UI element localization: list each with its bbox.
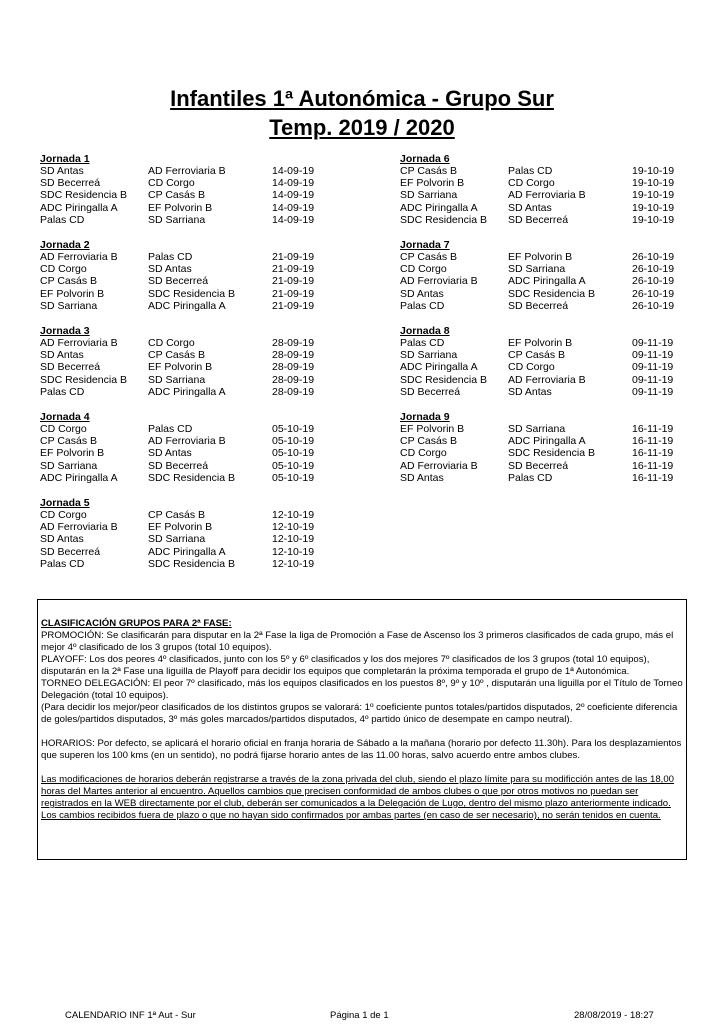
match-row [400,177,720,189]
match-row [40,374,360,386]
match-date: 14-09-19 [272,177,315,190]
jornada-block [400,325,720,411]
match-row [40,558,360,570]
home-team: SD Becerreá [40,361,101,374]
match-row [40,361,360,373]
home-team: SDC Residencia B [400,213,487,226]
jornada-heading: Jornada 3 [40,325,90,337]
home-team: Palas CD [400,337,445,349]
match-date: 12-10-19 [272,533,315,546]
page-title: Infantiles 1ª Autonómica - Grupo Sur [170,86,554,111]
home-team: SD Becerreá [400,385,461,398]
away-team: CD Corgo [148,337,195,349]
match-date: 26-10-19 [632,263,675,276]
match-date: 21-09-19 [272,287,315,300]
home-team: CP Casás B [400,165,457,177]
home-team: ADC Piringalla A [40,201,118,214]
away-team: CP Casás B [148,189,205,202]
match-row [40,472,360,484]
home-team: Palas CD [400,299,445,312]
match-date: 14-09-19 [272,213,315,226]
away-team: SD Antas [148,263,192,276]
info-heading: CLASIFICACIÓN GRUPOS PARA 2ª FASE: [41,618,232,629]
season-subtitle: Temp. 2019 / 2020 [269,115,455,140]
match-date: 05-10-19 [272,471,315,484]
match-date: 28-09-19 [272,361,315,374]
match-row [40,423,360,435]
jornada-heading: Jornada 9 [400,411,450,423]
away-team: SD Becerreá [148,275,209,288]
away-team: AD Ferroviaria B [148,435,226,448]
jornada-block [40,153,360,239]
away-team: ADC Piringalla A [148,299,226,312]
away-team: Palas CD [148,251,193,263]
match-row [400,214,720,226]
match-row [400,275,720,287]
away-team: Palas CD [508,471,553,484]
spacer [41,762,683,774]
home-team: ADC Piringalla A [400,201,478,214]
match-date: 12-10-19 [272,557,315,570]
match-date: 28-09-19 [272,337,315,349]
away-team: SD Antas [148,447,192,460]
away-team: SD Sarriana [508,263,566,276]
away-team: SDC Residencia B [508,447,595,460]
match-row [40,386,360,398]
info-criterios: (Para decidir los mejor/peor clasificados de los distintos grupos se valorará: 1º coeficiente puntos totales/partidos disputados, 2º coeficiente diferencia de goles/partidos disputados, 3º más goles marcados/partidos disputados, 4º partido único de desempate en campo neutral). [41,702,678,725]
away-team: EF Polvorin B [508,251,573,263]
away-team: ADC Piringalla A [148,385,226,398]
match-date: 19-10-19 [632,213,675,226]
jornada-heading: Jornada 7 [400,239,450,251]
match-row [400,165,720,177]
match-row [400,263,720,275]
jornada-block [400,153,720,239]
away-team: SDC Residencia B [148,557,235,570]
home-team: SD Becerreá [40,177,101,190]
match-date: 19-10-19 [632,201,675,214]
jornada-heading: Jornada 2 [40,239,90,251]
home-team: AD Ferroviaria B [40,521,118,534]
away-team: CD Corgo [508,177,555,190]
home-team: CP Casás B [40,275,97,288]
match-row [40,202,360,214]
match-row [40,177,360,189]
footer-document-name: CALENDARIO INF 1ª Aut - Sur [65,1010,196,1021]
home-team: CP Casás B [400,435,457,448]
home-team: EF Polvorin B [400,177,465,190]
match-date: 12-10-19 [272,545,315,558]
home-team: SD Antas [40,165,84,177]
home-team: AD Ferroviaria B [400,275,478,288]
match-row [400,472,720,484]
match-date: 21-09-19 [272,263,315,276]
away-team: EF Polvorin B [148,201,213,214]
match-row [40,435,360,447]
fixtures-left-column [40,153,360,583]
home-team: EF Polvorin B [40,447,105,460]
match-row [400,361,720,373]
fixtures-right-column [400,153,720,497]
home-team: AD Ferroviaria B [40,251,118,263]
away-team: SDC Residencia B [148,471,235,484]
home-team: AD Ferroviaria B [400,459,478,472]
match-row [400,288,720,300]
away-team: Palas CD [148,423,193,435]
away-team: ADC Piringalla A [148,545,226,558]
away-team: SD Sarriana [148,533,206,546]
home-team: Palas CD [40,213,85,226]
jornada-block [400,239,720,325]
match-row [400,337,720,349]
home-team: SD Sarriana [400,349,458,362]
away-team: AD Ferroviaria B [508,189,586,202]
jornada-block [40,411,360,497]
away-team: EF Polvorin B [148,521,213,534]
home-team: EF Polvorin B [400,423,465,435]
match-row [40,509,360,521]
match-date: 28-09-19 [272,385,315,398]
match-row [40,521,360,533]
match-date: 09-11-19 [632,337,674,349]
match-row [400,460,720,472]
match-row [400,386,720,398]
home-team: SD Sarriana [400,189,458,202]
home-team: CD Corgo [40,263,87,276]
away-team: SD Antas [508,385,552,398]
match-row [400,189,720,201]
home-team: SDC Residencia B [40,373,127,386]
match-row [40,546,360,558]
match-date: 21-09-19 [272,299,315,312]
away-team: ADC Piringalla A [508,275,586,288]
away-team: SD Becerreá [148,459,209,472]
match-date: 16-11-19 [632,459,674,472]
match-row [400,423,720,435]
match-row [40,263,360,275]
away-team: SD Becerreá [508,459,569,472]
info-horarios: HORARIOS: Por defecto, se aplicará el horario oficial en franja horaria de Sábado a la mañana (horario por defecto 11.30h). Para los desplazamientos que superen los 100 kms (en un sentido), no podrá fijarse horario antes de las 11.00 horas, salvo acuerdo entre ambos clubes. [41,738,682,761]
match-row [40,533,360,545]
spacer [41,726,683,738]
away-team: SD Sarriana [148,373,206,386]
match-row [40,214,360,226]
match-date: 21-09-19 [272,251,315,263]
away-team: AD Ferroviaria B [508,373,586,386]
jornada-block [40,239,360,325]
match-row [40,337,360,349]
match-date: 28-09-19 [272,373,315,386]
footer-page-number: Página 1 de 1 [330,1010,389,1021]
match-date: 09-11-19 [632,349,674,362]
away-team: SDC Residencia B [508,287,595,300]
home-team: EF Polvorin B [40,287,105,300]
match-date: 05-10-19 [272,447,315,460]
jornada-block [40,325,360,411]
home-team: CP Casás B [400,251,457,263]
jornada-heading: Jornada 8 [400,325,450,337]
match-row [40,165,360,177]
away-team: SD Antas [508,201,552,214]
home-team: CD Corgo [400,447,447,460]
home-team: Palas CD [40,557,85,570]
match-date: 26-10-19 [632,287,675,300]
away-team: CP Casás B [508,349,565,362]
info-playoff: PLAYOFF: Los dos peores 4º clasificados, junto con los 5º y 6º clasificados y los dos mejores 7º clasificados de los 3 grupos (total 10 equipos), disputarán en la 2ª Fase una liguilla de Playoff para decidir los equipos que completarán la próxima temporada el grupo de 1ª Autonómica. [41,654,650,677]
match-row [400,374,720,386]
match-date: 05-10-19 [272,435,315,448]
match-date: 16-11-19 [632,471,674,484]
match-date: 26-10-19 [632,275,675,288]
classification-info-box [37,599,687,860]
match-row [40,447,360,459]
home-team: SD Becerreá [40,545,101,558]
match-date: 16-11-19 [632,447,674,460]
match-date: 21-09-19 [272,275,315,288]
home-team: ADC Piringalla A [400,361,478,374]
home-team: SD Antas [40,349,84,362]
match-row [40,349,360,361]
home-team: CD Corgo [40,509,87,521]
match-date: 09-11-19 [632,361,674,374]
match-date: 12-10-19 [272,521,315,534]
footer-timestamp: 28/08/2019 - 18:27 [574,1010,654,1021]
home-team: CD Corgo [400,263,447,276]
match-row [400,300,720,312]
home-team: SD Sarriana [40,459,98,472]
match-row [40,251,360,263]
match-date: 14-09-19 [272,165,315,177]
away-team: CP Casás B [148,349,205,362]
match-row [40,300,360,312]
home-team: SD Antas [40,533,84,546]
jornada-heading: Jornada 5 [40,497,90,509]
match-date: 05-10-19 [272,459,315,472]
match-date: 09-11-19 [632,385,674,398]
away-team: EF Polvorin B [508,337,573,349]
jornada-block [400,411,720,497]
jornada-heading: Jornada 1 [40,153,90,165]
home-team: SDC Residencia B [400,373,487,386]
match-date: 16-11-19 [632,423,674,435]
match-row [40,460,360,472]
away-team: AD Ferroviaria B [148,165,226,177]
match-date: 26-10-19 [632,299,675,312]
match-date: 26-10-19 [632,251,675,263]
away-team: CD Corgo [508,361,555,374]
info-promocion: PROMOCIÓN: Se clasificarán para disputar en la 2ª Fase la liga de Promoción a Fase de Ascenso los 3 primeros clasificados de cada grupo, más el mejor 4º clasificado de los 3 grupos (total 10 equipos). [41,630,674,653]
home-team: ADC Piringalla A [40,471,118,484]
match-row [400,447,720,459]
match-row [400,202,720,214]
info-modificaciones: Las modificaciones de horarios deberán registrarse a través de la zona privada del club, siendo el plazo límite para su modificción antes de las 18,00 horas del Martes anterior al encuentro. Aquellos cambios que precisen conformidad de ambos clubes o que por otros motivos no puedan ser registrados en la WEB directamente por el club, deberán ser comunicados a la Delegación de Lugo, dentro del mismo plazo anteriormente indicado. Los cambios recibidos fuera de plazo o que no hayan sido confirmados por ambas partes (en caso de ser necesario), no serán tenidos en cuenta. [41,774,675,821]
match-date: 28-09-19 [272,349,315,362]
away-team: SD Becerreá [508,299,569,312]
home-team: AD Ferroviaria B [40,337,118,349]
match-date: 14-09-19 [272,189,315,202]
jornada-block [40,497,360,583]
match-date: 19-10-19 [632,189,675,202]
match-date: 19-10-19 [632,165,675,177]
away-team: ADC Piringalla A [508,435,586,448]
away-team: Palas CD [508,165,553,177]
match-date: 12-10-19 [272,509,315,521]
home-team: Palas CD [40,385,85,398]
match-date: 16-11-19 [632,435,674,448]
away-team: CD Corgo [148,177,195,190]
home-team: CP Casás B [40,435,97,448]
jornada-heading: Jornada 6 [400,153,450,165]
home-team: SD Antas [400,471,444,484]
away-team: SDC Residencia B [148,287,235,300]
away-team: CP Casás B [148,509,205,521]
info-torneo: TORNEO DELEGACIÓN: El peor 7º clasificado, más los equipos clasificados en los puestos 8º, 9º y 10º , disputarán una liguilla por el Título de Torneo Delegación (total 10 equipos). [41,678,683,701]
home-team: SD Sarriana [40,299,98,312]
match-row [40,288,360,300]
home-team: SDC Residencia B [40,189,127,202]
home-team: SD Antas [400,287,444,300]
match-row [40,189,360,201]
match-row [400,251,720,263]
match-row [400,435,720,447]
match-row [400,349,720,361]
away-team: SD Sarriana [508,423,566,435]
match-row [40,275,360,287]
match-date: 19-10-19 [632,177,675,190]
away-team: SD Sarriana [148,213,206,226]
match-date: 14-09-19 [272,201,315,214]
match-date: 05-10-19 [272,423,315,435]
jornada-heading: Jornada 4 [40,411,90,423]
away-team: SD Becerreá [508,213,569,226]
match-date: 09-11-19 [632,373,674,386]
home-team: CD Corgo [40,423,87,435]
away-team: EF Polvorin B [148,361,213,374]
